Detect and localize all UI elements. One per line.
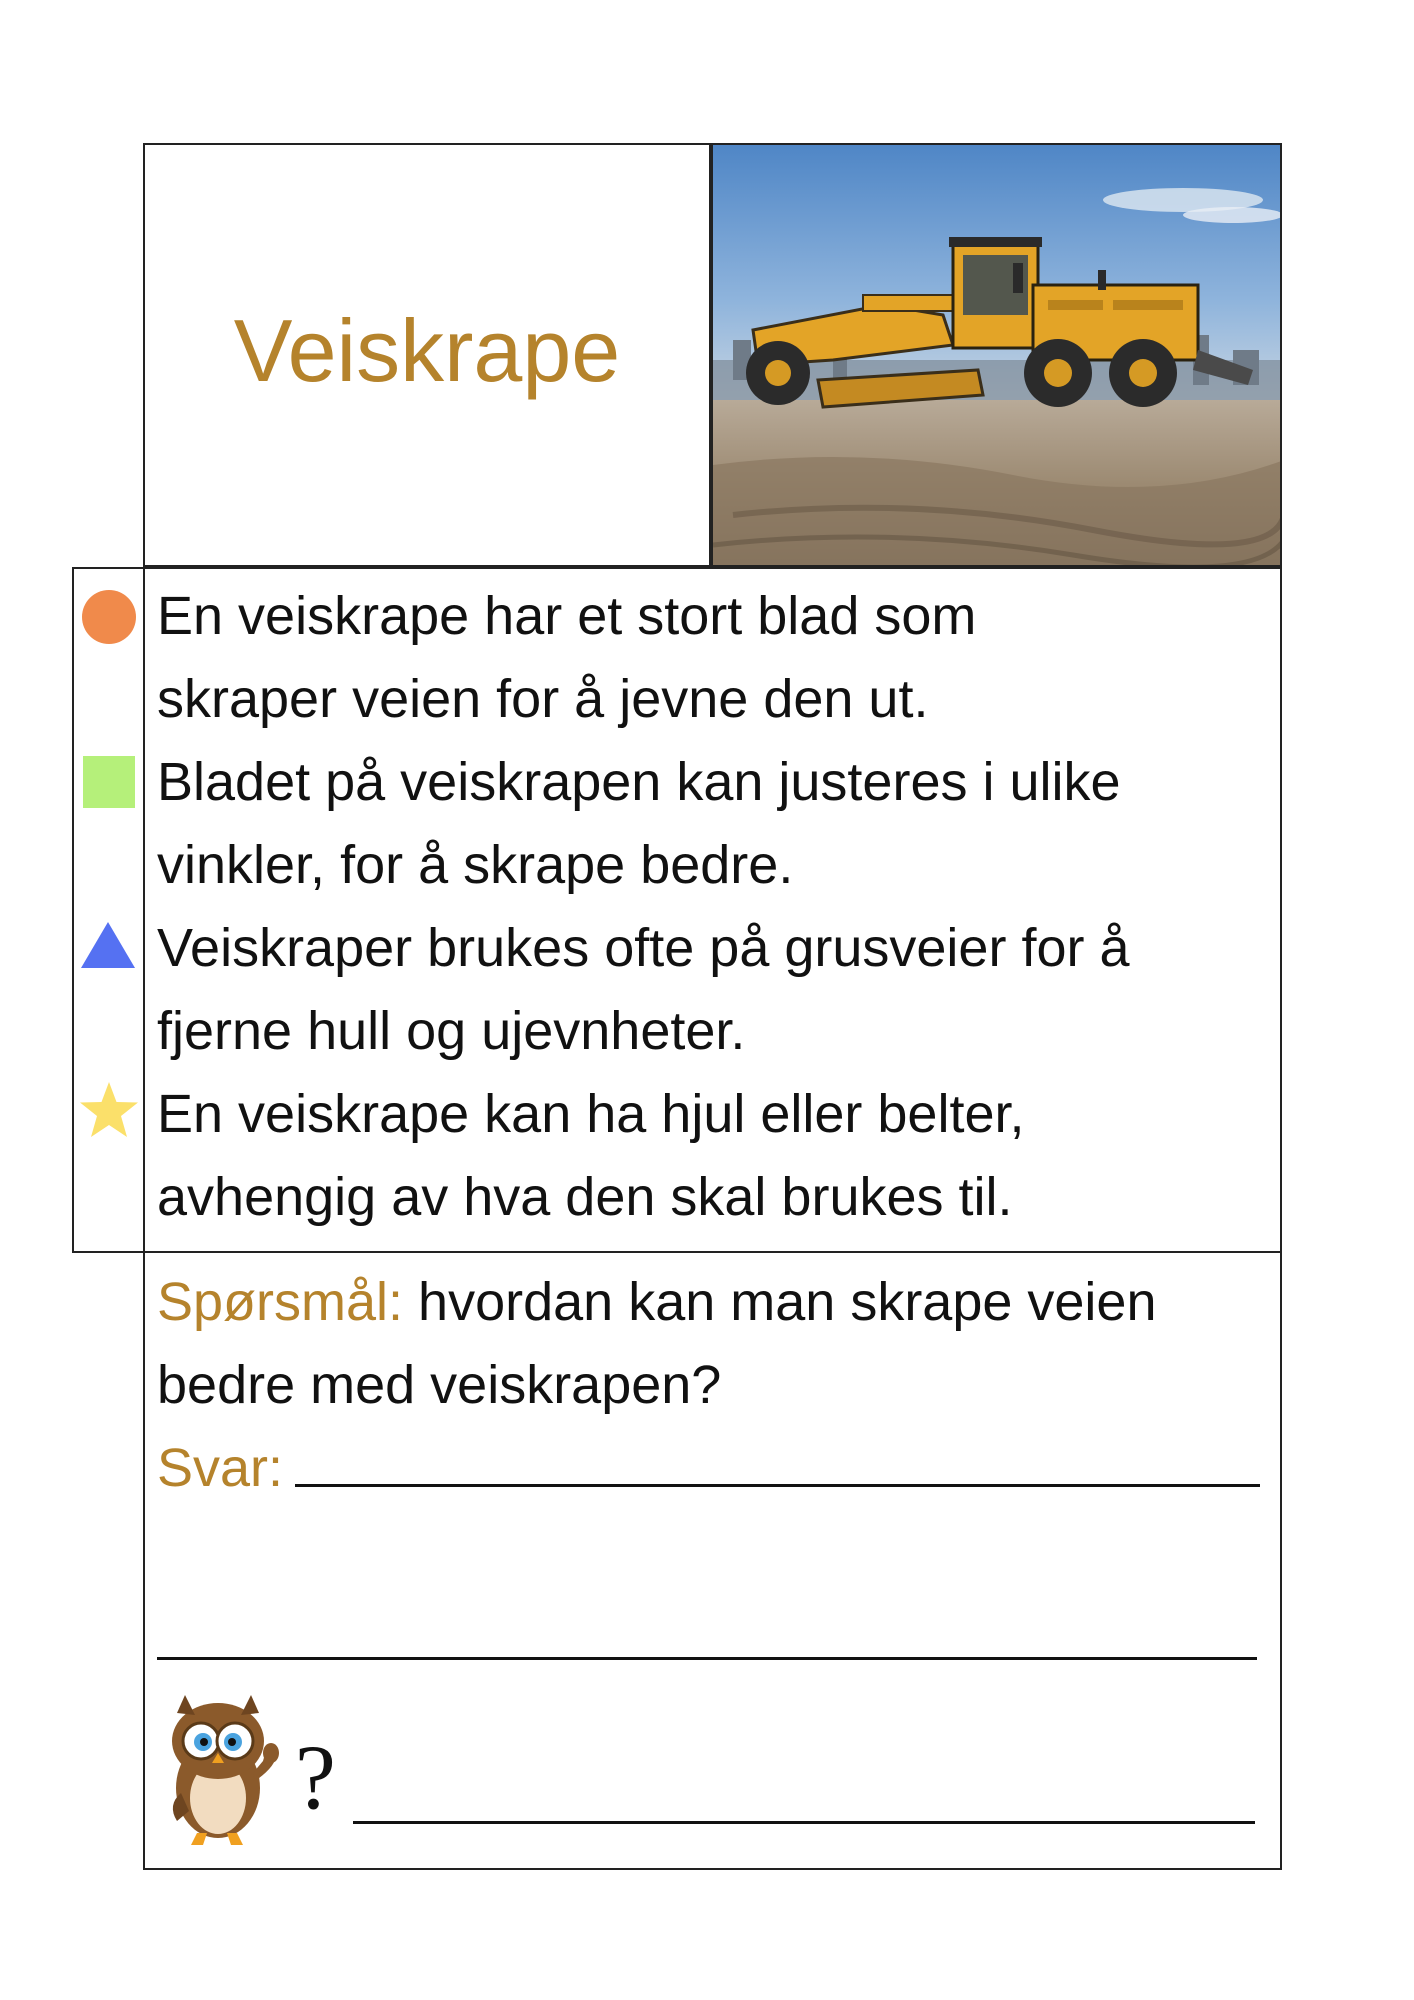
title-cell: [143, 143, 711, 567]
question-text-2: bedre med veiskrapen?: [157, 1355, 722, 1415]
extra-question-mark: ?: [295, 1726, 336, 1828]
question-line-1: [157, 1272, 1157, 1332]
fact-2-line-1: Bladet på veiskrapen kan justeres i ulike: [157, 752, 1121, 812]
facts-section: [143, 567, 1282, 1253]
question-text-1: hvordan kan man skrape veien: [403, 1272, 1157, 1332]
answer-label: Svar:: [157, 1438, 284, 1498]
yellow-star-icon: [78, 1080, 140, 1140]
page-title: Veiskrape: [233, 301, 621, 400]
answer-line-1[interactable]: [295, 1484, 1260, 1487]
question-section: [143, 1253, 1282, 1870]
road-grader-photo: [711, 143, 1282, 567]
fact-4-line-1: En veiskrape kan ha hjul eller belter,: [157, 1084, 1025, 1144]
blue-triangle-icon: [79, 920, 137, 970]
answer-line-2[interactable]: [157, 1657, 1257, 1660]
road-grader-illustration: [713, 145, 1282, 567]
question-label: Spørsmål:: [157, 1272, 404, 1332]
owl-mascot-icon: [163, 1693, 293, 1848]
green-square-icon: [83, 756, 135, 808]
orange-circle-icon: [82, 590, 136, 644]
fact-3-line-1: Veiskraper brukes ofte på grusveier for å: [157, 918, 1130, 978]
fact-1-line-2: skraper veien for å jevne den ut.: [157, 669, 929, 729]
fact-1-line-1: En veiskrape har et stort blad som: [157, 586, 977, 646]
fact-3-line-2: fjerne hull og ujevnheter.: [157, 1001, 746, 1061]
fact-4-line-2: avhengig av hva den skal brukes til.: [157, 1167, 1013, 1227]
answer-line-3[interactable]: [353, 1821, 1255, 1824]
fact-2-line-2: vinkler, for å skrape bedre.: [157, 835, 794, 895]
fact-icon-column: [72, 567, 143, 1253]
